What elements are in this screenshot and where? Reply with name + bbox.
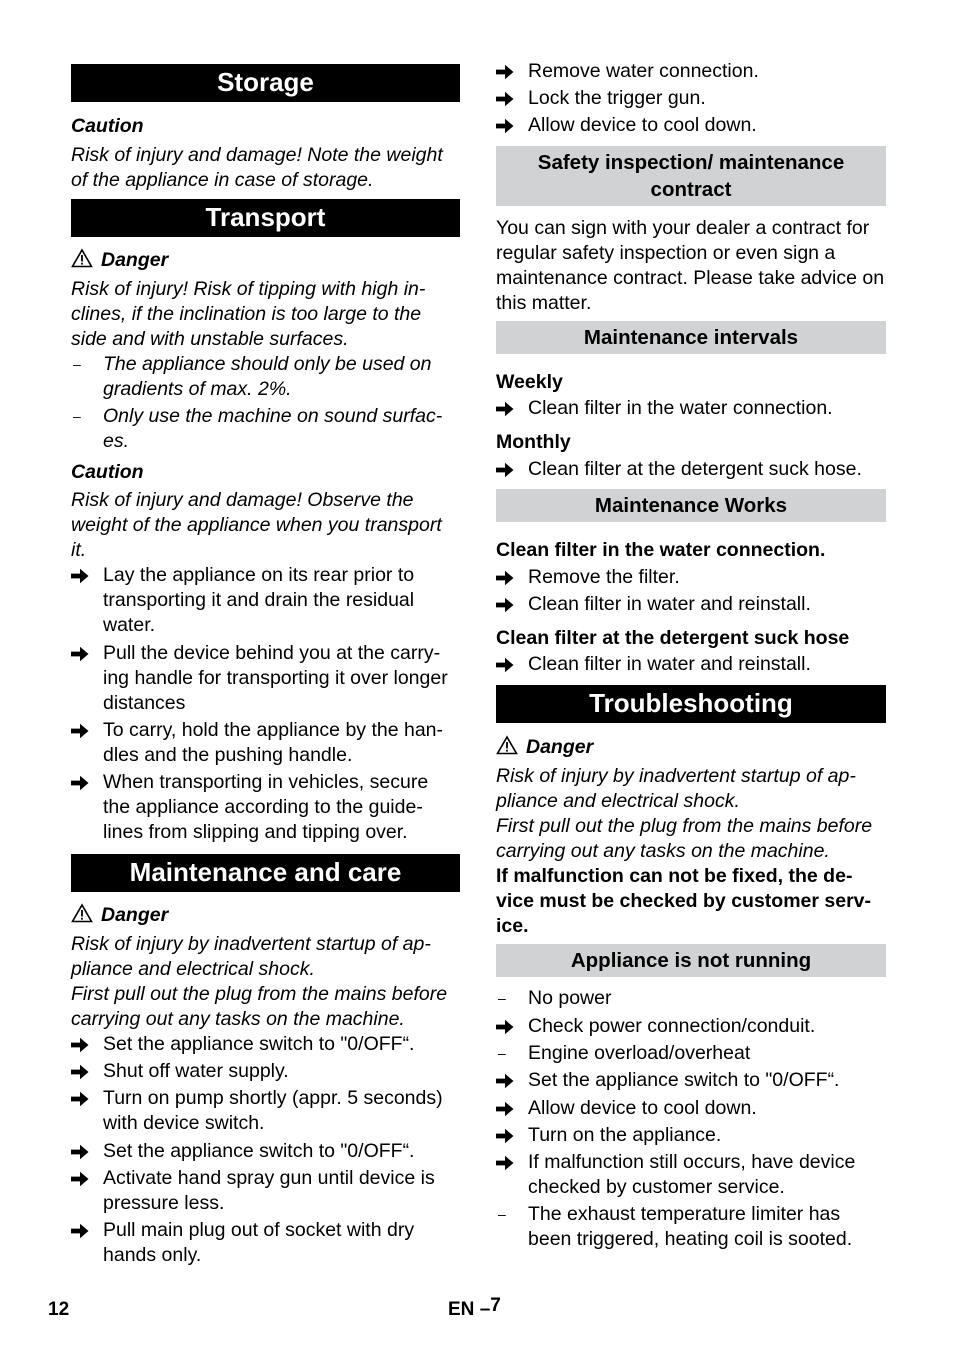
arrow-right-icon xyxy=(71,641,99,662)
dash-bullet: – xyxy=(73,356,81,372)
list-item: – No power xyxy=(498,987,612,1009)
language-page-number: 7 xyxy=(490,1295,501,1316)
maintenance-heading: Maintenance and care xyxy=(71,854,460,892)
arrow-right-icon xyxy=(496,592,524,613)
storage-caution-text: Risk of injury and damage! Note the weight of the appliance in case of storage. xyxy=(71,144,443,191)
list-item: Clean filter in the water connection. xyxy=(496,396,886,421)
list-item: Allow device to cool down. xyxy=(496,1096,886,1121)
works-sub2: Clean filter at the detergent suck hose xyxy=(496,627,850,649)
arrow-right-icon xyxy=(71,1139,99,1160)
safety-heading: Safety inspection/ maintenance contract xyxy=(496,146,886,206)
transport-heading: Transport xyxy=(71,199,460,237)
list-item: – The appliance should only be used on gradients of max. 2%. xyxy=(73,353,432,400)
arrow-right-icon xyxy=(71,563,99,584)
maintenance-danger-text-2: First pull out the plug from the mains before carrying out any tasks on the machine. xyxy=(71,983,448,1030)
dash-bullet: – xyxy=(73,408,81,424)
list-item: Shut off water supply. xyxy=(71,1059,460,1084)
list-item: Lay the appliance on its rear prior to transporting it and drain the residual water. xyxy=(71,563,460,638)
arrow-right-icon xyxy=(496,652,524,673)
list-item: Check power connection/conduit. xyxy=(496,1014,886,1039)
works-sub1: Clean filter in the water connection. xyxy=(496,539,826,561)
list-item: Turn on the appliance. xyxy=(496,1123,886,1148)
list-item: Clean filter in water and reinstall. xyxy=(496,652,886,677)
arrow-right-icon xyxy=(71,718,99,739)
arrow-right-icon xyxy=(496,1096,524,1117)
warning-triangle-icon xyxy=(496,735,518,755)
maintenance-danger-label: Danger xyxy=(101,904,169,926)
dash-bullet: – xyxy=(498,990,506,1006)
dash-bullet: – xyxy=(498,1045,506,1061)
troubleshooting-danger-bold: If malfunction can not be fixed, the de-vice must be checked by customer serv-ice. xyxy=(496,865,872,937)
storage-heading: Storage xyxy=(71,64,460,102)
list-item: When transporting in vehicles, secure the appliance according to the guide-lines from slipping and tipping over. xyxy=(71,770,460,845)
works-heading: Maintenance Works xyxy=(496,489,886,522)
list-item: Set the appliance switch to "0/OFF“. xyxy=(496,1068,886,1093)
intervals-heading: Maintenance intervals xyxy=(496,321,886,354)
list-item: If malfunction still occurs, have device checked by customer service. xyxy=(496,1150,886,1200)
list-item: Remove the filter. xyxy=(496,565,886,590)
arrow-right-icon xyxy=(496,1150,524,1171)
arrow-right-icon xyxy=(71,1166,99,1187)
troubleshooting-danger-label-row xyxy=(496,735,886,760)
list-item: Turn on pump shortly (appr. 5 seconds) with device switch. xyxy=(71,1086,460,1136)
list-item: Activate hand spray gun until device is pressure less. xyxy=(71,1166,460,1216)
arrow-right-icon xyxy=(71,1086,99,1107)
arrow-right-icon xyxy=(71,770,99,791)
transport-danger-label: Danger xyxy=(101,249,169,271)
transport-caution-label: Caution xyxy=(71,461,144,483)
arrow-right-icon xyxy=(71,1032,99,1053)
dash-bullet: – xyxy=(498,1206,506,1222)
maintenance-danger-text-1: Risk of injury by inadvertent startup of ap-pliance and electrical shock. xyxy=(71,933,431,980)
transport-danger-text: Risk of injury! Risk of tipping with high in-clines, if the inclination is too large to the side and with unstable surfaces. xyxy=(71,278,426,350)
safety-text: You can sign with your dealer a contract for regular safety inspection or even sign a maintenance contract. Please take advice on this matter. xyxy=(496,217,885,314)
list-item: Set the appliance switch to "0/OFF“. xyxy=(71,1032,460,1057)
troubleshooting-danger-label: Danger xyxy=(526,736,594,758)
troubleshooting-heading: Troubleshooting xyxy=(496,685,886,723)
list-item: Lock the trigger gun. xyxy=(496,86,886,111)
list-item: – Engine overload/overheat xyxy=(498,1042,751,1064)
list-item: – Only use the machine on sound surfac-es. xyxy=(73,405,443,452)
language-code: EN xyxy=(448,1299,475,1320)
arrow-right-icon xyxy=(496,1123,524,1144)
monthly-label: Monthly xyxy=(496,431,571,453)
transport-danger-label-row xyxy=(71,248,460,273)
troubleshooting-danger-text-1: Risk of injury by inadvertent startup of ap-pliance and electrical shock. xyxy=(496,765,856,812)
arrow-right-icon xyxy=(71,1218,99,1239)
warning-triangle-icon xyxy=(71,903,93,923)
arrow-right-icon xyxy=(496,59,524,80)
list-item: Remove water connection. xyxy=(496,59,886,84)
list-item: Pull main plug out of socket with dry hands only. xyxy=(71,1218,460,1268)
page-number: 12 xyxy=(48,1299,70,1320)
list-item: Allow device to cool down. xyxy=(496,113,886,138)
troubleshooting-danger-text-2: First pull out the plug from the mains before carrying out any tasks on the machine. xyxy=(496,815,873,862)
arrow-right-icon xyxy=(496,457,524,478)
arrow-right-icon xyxy=(71,1059,99,1080)
arrow-right-icon xyxy=(496,1014,524,1035)
transport-caution-text: Risk of injury and damage! Observe the weight of the appliance when you transport it. xyxy=(71,489,442,561)
not-running-heading: Appliance is not running xyxy=(496,944,886,977)
arrow-right-icon xyxy=(496,565,524,586)
storage-caution-label: Caution xyxy=(71,115,144,137)
arrow-right-icon xyxy=(496,1068,524,1089)
list-item: Set the appliance switch to "0/OFF“. xyxy=(71,1139,460,1164)
arrow-right-icon xyxy=(496,113,524,134)
list-item: To carry, hold the appliance by the han-dles and the pushing handle. xyxy=(71,718,460,768)
maintenance-danger-label-row xyxy=(71,903,460,928)
list-item: – The exhaust temperature limiter has been triggered, heating coil is sooted. xyxy=(498,1203,853,1250)
language-separator: – xyxy=(479,1299,491,1320)
language-page-marker xyxy=(448,1297,501,1322)
list-item: Clean filter at the detergent suck hose. xyxy=(496,457,886,482)
arrow-right-icon xyxy=(496,86,524,107)
arrow-right-icon xyxy=(496,396,524,417)
list-item: Pull the device behind you at the carry-ing handle for transporting it over longer distances xyxy=(71,641,460,716)
list-item: Clean filter in water and reinstall. xyxy=(496,592,886,617)
weekly-label: Weekly xyxy=(496,371,563,393)
warning-triangle-icon xyxy=(71,248,93,268)
